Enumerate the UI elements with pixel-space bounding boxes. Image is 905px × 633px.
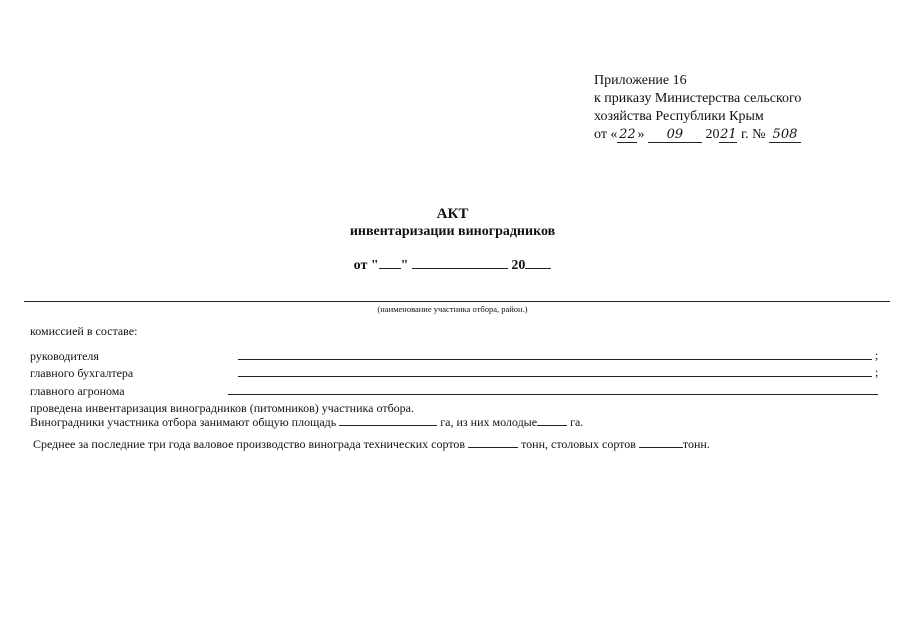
document-subtitle: инвентаризации виноградников xyxy=(349,224,556,239)
commission-label: комиссией в составе: xyxy=(30,324,138,338)
appendix-day: 22 xyxy=(619,127,636,142)
date-from-label: от " xyxy=(353,258,379,273)
date-quote: " xyxy=(400,258,409,273)
area-young-label: га, из них молодые xyxy=(440,415,538,429)
member-line-agronomist xyxy=(228,394,878,395)
appendix-block xyxy=(594,72,801,144)
date-month-blank xyxy=(412,258,508,269)
appendix-order-line: к приказу Министерства сельского xyxy=(594,91,802,106)
appendix-number-label: г. № xyxy=(740,127,766,142)
table-sorts-label: тонн, столовых сортов xyxy=(521,437,636,451)
statement-area-line xyxy=(30,415,583,429)
appendix-from-label: от « xyxy=(594,127,618,142)
production-unit: тонн. xyxy=(682,437,710,451)
appendix-number: 508 xyxy=(769,128,801,143)
appendix-ministry-line: хозяйства Республики Крым xyxy=(594,109,764,124)
area-total-blank xyxy=(339,415,437,426)
member-label-accountant: главного бухгалтера xyxy=(30,366,134,380)
statement-inventory: проведена инвентаризация виноградников (питомников) участника отбора. xyxy=(30,401,414,415)
date-day-blank xyxy=(379,258,401,269)
appendix-date-line xyxy=(594,126,801,144)
member-line-head xyxy=(238,359,872,360)
member-label-agronomist: главного агронома xyxy=(30,384,125,398)
document-date-line xyxy=(0,258,905,274)
production-label: Среднее за последние три года валовое производство винограда технических сортов xyxy=(33,437,466,451)
participant-line xyxy=(24,301,890,302)
appendix-year-prefix: 20 xyxy=(705,127,720,142)
area-label: Виноградники участника отбора занимают общую площадь xyxy=(30,415,337,429)
table-sorts-blank xyxy=(639,437,683,448)
member-end-accountant: ; xyxy=(875,365,879,379)
date-year-prefix: 20 xyxy=(511,258,526,273)
member-label-head: руководителя xyxy=(30,349,99,363)
document-title: АКТ xyxy=(436,206,469,222)
technical-sorts-blank xyxy=(468,437,518,448)
statement-production-line xyxy=(33,437,710,451)
member-end-head: ; xyxy=(875,348,879,362)
appendix-year-suffix: 21 xyxy=(720,127,737,142)
member-line-accountant xyxy=(238,376,872,377)
appendix-title: Приложение 16 xyxy=(594,73,687,88)
appendix-month: 09 xyxy=(648,128,702,143)
appendix-close-quote: » xyxy=(637,127,645,142)
participant-caption: (наименование участника отбора, район.) xyxy=(377,304,528,314)
area-young-blank xyxy=(537,415,567,426)
area-unit: га. xyxy=(570,415,584,429)
date-year-blank xyxy=(525,258,551,269)
